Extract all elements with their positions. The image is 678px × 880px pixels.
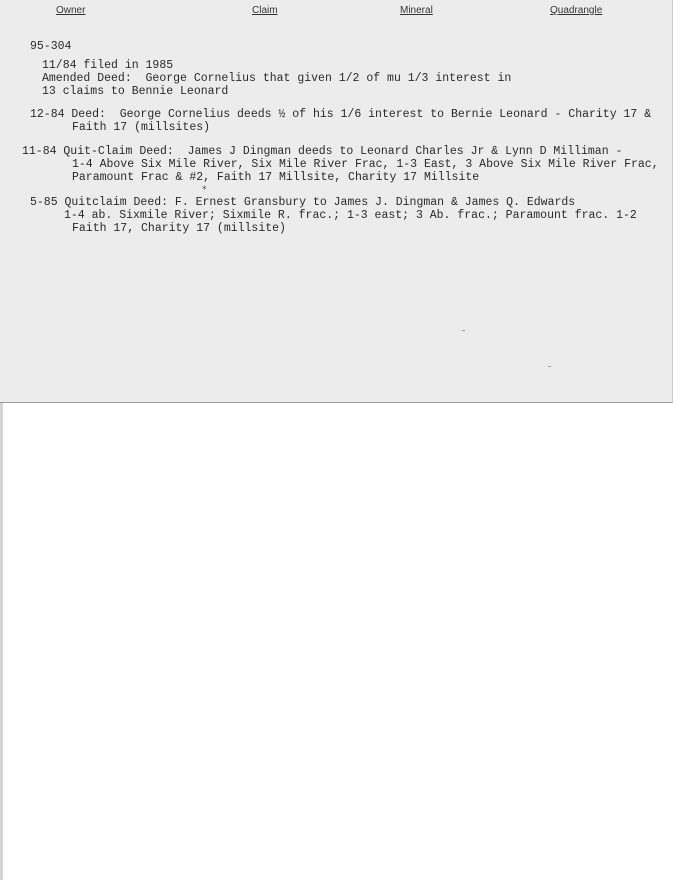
entry-1-line-2: Amended Deed: George Cornelius that given 1/2 of mu 1/3 interest in — [42, 72, 512, 85]
entry-4-line-2: 1-4 ab. Sixmile River; Sixmile R. frac.; 1-3 east; 3 Ab. frac.; Paramount frac. 1-2 — [64, 209, 637, 222]
entry-4-line-3: Faith 17, Charity 17 (millsite) — [72, 222, 286, 235]
header-row — [0, 0, 672, 22]
margin-mark: * — [202, 185, 207, 195]
entry-2-line-1: 12-84 Deed: George Cornelius deeds ½ of his 1/6 interest to Bernie Leonard - Charity 17 & — [30, 108, 652, 121]
entry-4-line-1: 5-85 Quitclaim Deed: F. Ernest Gransbury to James J. Dingman & James Q. Edwards — [30, 196, 576, 209]
entry-3-line-2: 1-4 Above Six Mile River, Six Mile River Frac, 1-3 East, 3 Above Six Mile River Frac, — [72, 158, 659, 171]
claim-header: Claim — [252, 5, 278, 16]
entry-3-line-3: Paramount Frac & #2, Faith 17 Millsite, Charity 17 Millsite — [72, 171, 480, 184]
entry-1-line-3: 13 claims to Bennie Leonard — [42, 85, 229, 98]
owner-header: Owner — [56, 5, 86, 16]
entry-3-line-1: 11-84 Quit-Claim Deed: James J Dingman deeds to Leonard Charles Jr & Lynn D Milliman - — [22, 145, 623, 158]
entry-2-line-2: Faith 17 (millsites) — [72, 121, 211, 134]
record-card — [0, 0, 673, 403]
record-number: 95-304 — [30, 40, 72, 53]
speck — [548, 366, 551, 367]
mineral-header: Mineral — [400, 5, 433, 16]
quadrangle-header: Quadrangle — [550, 5, 603, 16]
speck — [462, 330, 465, 331]
entry-1-line-1: 11/84 filed in 1985 — [42, 59, 174, 72]
